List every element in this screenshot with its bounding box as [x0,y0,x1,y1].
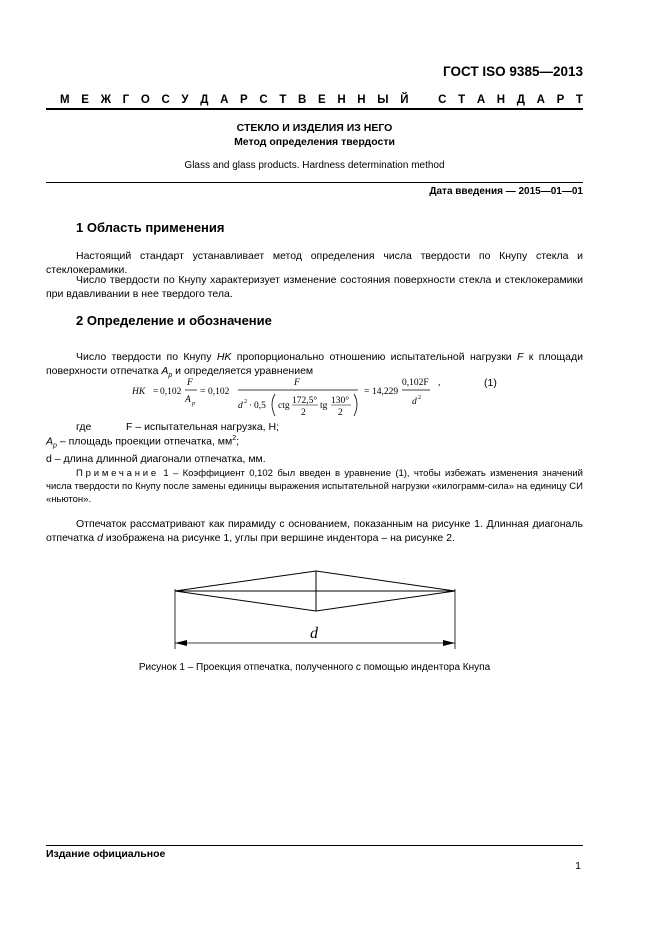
eq-comma: , [438,378,441,388]
eq-sign-3: = [364,387,370,397]
eq-angle-1: 172,5° [292,396,318,406]
eq-angle-2: 130° [331,396,350,406]
effective-date: Дата введения — 2015—01—01 [429,186,583,197]
letter: А [220,94,229,106]
symbol-hk: HK [216,351,232,363]
eq-dot: · [249,401,253,411]
eq-half: 0,5 [254,401,266,411]
page-number: 1 [575,860,581,872]
right-paren [354,394,357,416]
eq-const-1b: 0,102 [208,387,230,397]
eq-ap: A [185,395,191,405]
symbol-d: d [97,532,103,544]
eq-f-num-2: F [294,378,300,388]
eq-two-1: 2 [301,408,306,418]
eq-lhs: HK [132,387,146,397]
arrow-left-icon [175,640,187,646]
standard-type-line [60,94,583,106]
letter: Ы [377,94,389,106]
note-text: 1 – Коэффициент 0,102 был введен в уравнение (1), чтобы избежать изменения значений числа твердости по Кнупу после замены единицы выражения испытательной нагрузки «килограмм-сила» на единицу СИ «ньютон». [46,468,583,505]
section-1-paragraph-1: Настоящий стандарт устанавливает метод определения числа твердости по Кнупу стекла и стеклокерамики. [46,250,583,276]
letter: Ж [100,94,111,106]
text: и определяется уравнением [172,365,314,377]
eq-const-2: 14,229 [372,387,399,397]
eq-d-exp: 2 [244,399,247,405]
definition-ap [46,433,279,453]
definition-d: d – длина длинной диагонали отпечатка, мм. [46,452,266,465]
letter: Е [318,94,326,106]
eq-const-1: 0,102 [160,387,182,397]
letter: Г [122,94,130,106]
eq-num-2: 0,102F [402,378,429,388]
letter: Е [81,94,89,106]
symbol-f: F [517,351,524,363]
equation-number: (1) [484,377,497,389]
header-rule [46,108,583,110]
arrow-right-icon [443,640,455,646]
letter: Н [496,94,506,106]
letter: Й [400,94,409,106]
english-title: Glass and glass products. Hardness determination method [184,160,445,171]
where-label: где [76,421,92,433]
note-label: Примечание [76,468,159,479]
eq-f-num: F [187,378,193,388]
edition-label: Издание официальное [46,848,166,860]
section-1-heading: 1 Область применения [76,220,225,235]
dimension-label-d: d [310,625,318,642]
letter: Д [200,94,209,106]
letter: О [140,94,150,106]
eq-d-den-exp: 2 [418,395,421,401]
letter: Н [357,94,366,106]
text: Число твердости по Кнупу [76,351,217,363]
text: Отпечаток рассматривают как пирамиду с основанием, показанным на рисунке 1. Длинная диагональ отпечатка [46,518,583,544]
text: изображена на рисунке 1, углы при вершине индентора – на рисунке 2. [102,532,455,544]
letter: У [181,94,189,106]
letter: Д [516,94,525,106]
letter: В [298,94,307,106]
unit-exp: 2 [232,435,237,442]
letter: М [60,94,70,106]
letter: С [161,94,170,106]
letter: С [259,94,268,106]
letter: Р [556,94,565,106]
letter: С [438,94,447,106]
hardness-equation [120,374,460,420]
note [46,467,583,506]
text: ; [236,435,240,448]
section-1-paragraph-2: Число твердости по Кнупу характеризует изменение состояния поверхности стекла и стеклокерамики при вдавливании в нее твердого тела. [46,274,583,300]
definitions [46,421,279,465]
symbol-ap-sub: p [53,442,57,450]
letter-gap [420,94,426,106]
left-paren [272,394,275,416]
eq-tg: tg [320,401,328,411]
text: пропорционально отношению испытательной нагрузки [231,351,518,363]
standard-number: ГОСТ ISO 9385—2013 [443,64,583,79]
eq-sign-2: = [200,387,206,397]
definition-ap-text: – площадь проекции отпечатка, мм [56,435,233,448]
letter: Т [279,94,287,106]
letter: Т [575,94,583,106]
letter: Т [458,94,466,106]
symbol-ap-sub: p [168,372,173,380]
section-2-paragraph-2 [46,517,583,545]
footer-rule [46,845,583,846]
eq-two-2: 2 [338,408,343,418]
definition-f [46,421,279,433]
definition-f-text: F – испытательная нагрузка, Н; [126,421,280,433]
letter: А [536,94,545,106]
figure-1-knoop-projection [170,565,460,655]
document-subtitle: Метод определения твердости [234,136,395,148]
eq-d: d [238,401,243,411]
eq-ap-sub: p [192,401,195,407]
letter: Н [337,94,346,106]
symbol-ap: A [161,365,169,377]
document-title: СТЕКЛО И ИЗДЕЛИЯ ИЗ НЕГО [236,122,393,134]
symbol-ap: A [46,435,54,448]
section-2-heading: 2 Определение и обозначение [76,313,272,328]
eq-sign: = [153,387,159,397]
figure-1-caption: Рисунок 1 – Проекция отпечатка, полученного с помощью индентора Кнупа [138,662,491,673]
eq-ctg: ctg [278,401,290,411]
text: к площади поверхности отпечатка [46,351,583,377]
letter: Р [240,94,248,106]
eq-d-den: d [412,397,417,407]
title-rule [46,182,583,183]
letter: А [476,94,486,106]
